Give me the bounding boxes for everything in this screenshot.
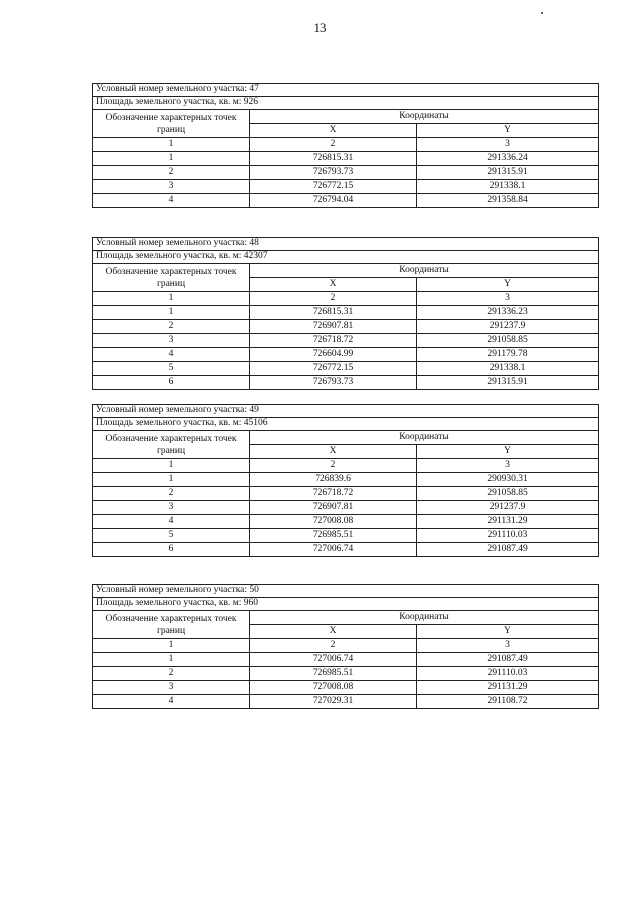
x-column-header: X [250,124,417,138]
parcel-number-value: 47 [249,84,259,95]
table-row [93,653,599,667]
y-coordinate-cell: 291237.9 [417,320,599,334]
column-number: 1 [93,138,250,152]
y-coordinate-cell: 291110.03 [417,667,599,681]
page-number: 13 [313,20,327,35]
table-row [93,487,599,501]
point-number-cell: 2 [93,320,250,334]
parcel-area-label: Площадь земельного участка, кв. м: [96,251,242,262]
point-number-cell: 5 [93,529,250,543]
table-row [93,515,599,529]
y-coordinate-cell: 291315.91 [417,166,599,180]
point-number-cell: 1 [93,473,250,487]
points-column-header: Обозначение характерных точек границ [93,110,250,138]
parcel-area-row [93,97,599,110]
coordinates-header: Координаты [250,264,599,278]
y-coordinate-cell: 291179.78 [417,348,599,362]
parcel-table [92,404,599,557]
column-number: 2 [250,639,417,653]
points-column-header: Обозначение характерных точек границ [93,611,250,639]
y-coordinate-cell: 290930.31 [417,473,599,487]
table-row [93,376,599,390]
parcel-area-value: 926 [243,97,258,108]
parcel-table [92,83,599,208]
table-row [93,334,599,348]
y-column-header: Y [417,625,599,639]
column-number: 3 [417,138,599,152]
y-coordinate-cell: 291315.91 [417,376,599,390]
parcel-area-row [93,598,599,611]
table-row [93,166,599,180]
x-coordinate-cell: 726794.04 [250,194,417,208]
parcel-number-row [93,238,599,251]
column-number: 3 [417,459,599,473]
y-column-header: Y [417,278,599,292]
column-number: 3 [417,292,599,306]
parcel-number-label: Условный номер земельного участка: [96,585,248,596]
table-row [93,695,599,709]
coordinates-header: Координаты [250,611,599,625]
parcel-number-row [93,84,599,97]
point-number-cell: 3 [93,681,250,695]
y-coordinate-cell: 291058.85 [417,487,599,501]
x-column-header: X [250,278,417,292]
point-number-cell: 6 [93,543,250,557]
y-coordinate-cell: 291108.72 [417,695,599,709]
point-number-cell: 4 [93,194,250,208]
point-number-cell: 4 [93,348,250,362]
point-number-cell: 1 [93,653,250,667]
parcel-number-row [93,405,599,418]
parcel-number-label: Условный номер земельного участка: [96,84,248,95]
parcel-number-label: Условный номер земельного участка: [96,405,248,416]
parcel-area-value: 42307 [243,251,268,262]
x-coordinate-cell: 726793.73 [250,166,417,180]
x-coordinate-cell: 726718.72 [250,487,417,501]
column-number: 3 [417,639,599,653]
y-coordinate-cell: 291336.24 [417,152,599,166]
parcel-table [92,237,599,390]
x-column-header: X [250,445,417,459]
y-coordinate-cell: 291336.23 [417,306,599,320]
y-coordinate-cell: 291087.49 [417,653,599,667]
column-number: 2 [250,138,417,152]
table-row [93,529,599,543]
parcel-table [92,584,599,709]
points-column-header: Обозначение характерных точек границ [93,431,250,459]
point-number-cell: 5 [93,362,250,376]
y-coordinate-cell: 291358.84 [417,194,599,208]
y-coordinate-cell: 291110.03 [417,529,599,543]
point-number-cell: 3 [93,180,250,194]
point-number-cell: 4 [93,515,250,529]
x-coordinate-cell: 726815.31 [250,306,417,320]
x-coordinate-cell: 726907.81 [250,320,417,334]
table-row [93,362,599,376]
table-row [93,473,599,487]
point-number-cell: 1 [93,152,250,166]
parcel-area-label: Площадь земельного участка, кв. м: [96,97,242,108]
parcel-number-value: 50 [249,585,259,596]
y-coordinate-cell: 291131.29 [417,515,599,529]
parcel-area-value: 960 [243,598,258,609]
coordinates-header: Координаты [250,110,599,124]
point-number-cell: 3 [93,334,250,348]
y-coordinate-cell: 291237.9 [417,501,599,515]
y-column-header: Y [417,124,599,138]
point-number-cell: 2 [93,487,250,501]
y-coordinate-cell: 291058.85 [417,334,599,348]
parcel-area-row [93,418,599,431]
parcel-area-value: 45106 [243,418,268,429]
column-number: 1 [93,292,250,306]
table-row [93,667,599,681]
column-number: 1 [93,639,250,653]
parcel-area-label: Площадь земельного участка, кв. м: [96,418,242,429]
x-coordinate-cell: 726793.73 [250,376,417,390]
y-coordinate-cell: 291338.1 [417,362,599,376]
parcel-number-label: Условный номер земельного участка: [96,238,248,249]
x-coordinate-cell: 727029.31 [250,695,417,709]
x-coordinate-cell: 726985.51 [250,667,417,681]
parcel-number-row [93,585,599,598]
column-number: 1 [93,459,250,473]
x-coordinate-cell: 726815.31 [250,152,417,166]
points-column-header: Обозначение характерных точек границ [93,264,250,292]
coordinates-header: Координаты [250,431,599,445]
x-column-header: X [250,625,417,639]
x-coordinate-cell: 727006.74 [250,653,417,667]
parcel-number-value: 48 [249,238,259,249]
table-row [93,501,599,515]
table-row [93,152,599,166]
x-coordinate-cell: 727008.08 [250,515,417,529]
y-coordinate-cell: 291131.29 [417,681,599,695]
table-row [93,348,599,362]
parcel-number-value: 49 [249,405,259,416]
table-row [93,306,599,320]
scan-speck [541,12,543,14]
y-column-header: Y [417,445,599,459]
point-number-cell: 4 [93,695,250,709]
parcel-area-label: Площадь земельного участка, кв. м: [96,598,242,609]
x-coordinate-cell: 726604.99 [250,348,417,362]
x-coordinate-cell: 726907.81 [250,501,417,515]
x-coordinate-cell: 726718.72 [250,334,417,348]
table-row [93,681,599,695]
x-coordinate-cell: 727008.08 [250,681,417,695]
point-number-cell: 2 [93,166,250,180]
point-number-cell: 3 [93,501,250,515]
point-number-cell: 1 [93,306,250,320]
parcel-area-row [93,251,599,264]
table-row [93,543,599,557]
y-coordinate-cell: 291338.1 [417,180,599,194]
x-coordinate-cell: 727006.74 [250,543,417,557]
x-coordinate-cell: 726772.15 [250,180,417,194]
y-coordinate-cell: 291087.49 [417,543,599,557]
x-coordinate-cell: 726985.51 [250,529,417,543]
x-coordinate-cell: 726772.15 [250,362,417,376]
point-number-cell: 6 [93,376,250,390]
column-number: 2 [250,292,417,306]
point-number-cell: 2 [93,667,250,681]
x-coordinate-cell: 726839.6 [250,473,417,487]
table-row [93,180,599,194]
column-number: 2 [250,459,417,473]
table-row [93,194,599,208]
table-row [93,320,599,334]
